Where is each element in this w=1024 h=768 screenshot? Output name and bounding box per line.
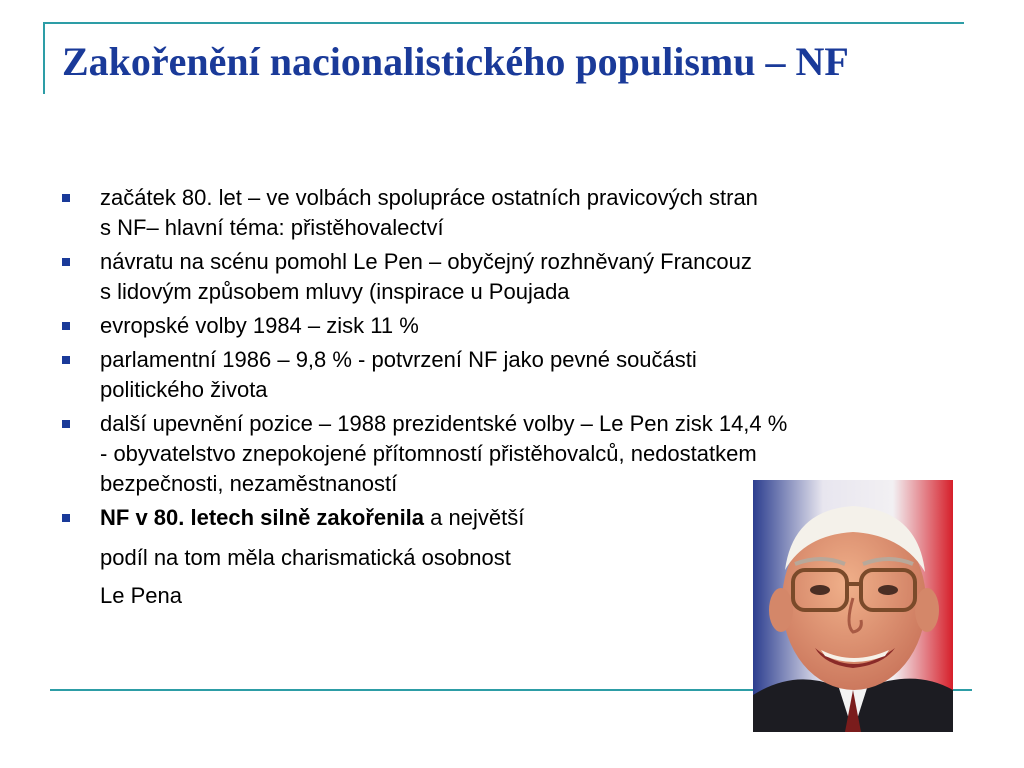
portrait-image [753,480,953,732]
bullet-line: - obyvatelstvo znepokojené přítomností přistěhovalců, nedostatkem [100,441,757,466]
square-bullet-icon [62,356,70,364]
bullet-line: další upevnění pozice – 1988 prezidentské volby – Le Pen zisk 14,4 % [100,411,788,436]
bullet-line: s lidovým způsobem mluvy (inspirace u Poujada [100,279,570,304]
bullet-line: s NF– hlavní téma: přistěhovalectví [100,215,444,240]
bullet-item [62,247,962,307]
continuation-line: podíl na tom měla charismatická osobnost [100,545,511,570]
square-bullet-icon [62,420,70,428]
bullet-line: návratu na scénu pomohl Le Pen – obyčejný rozhněvaný Francouz [100,249,752,274]
square-bullet-icon [62,194,70,202]
bullet-item [62,183,962,243]
slide-title: Zakořenění nacionalistického populismu – NF [62,39,849,84]
bullet-line: začátek 80. let – ve volbách spolupráce ostatních pravicových stran [100,185,758,210]
frame-left-rule [43,22,45,94]
bullet-item [62,311,962,341]
continuation-line: Le Pena [100,583,182,608]
bullet-line: parlamentní 1986 – 9,8 % - potvrzení NF jako pevné součásti [100,347,697,372]
bullet-item [62,345,962,405]
bullet-line: politického života [100,377,268,402]
bullet-bold-text: NF v 80. letech silně zakořenila [100,505,425,530]
portrait-photo [753,480,953,732]
square-bullet-icon [62,258,70,266]
bullet-line: bezpečnosti, nezaměstnaností [100,471,398,496]
square-bullet-icon [62,322,70,330]
bullet-line: evropské volby 1984 – zisk 11 % [100,313,419,338]
bullet-text: a největší [424,505,525,530]
frame-top-rule [43,22,964,24]
square-bullet-icon [62,514,70,522]
